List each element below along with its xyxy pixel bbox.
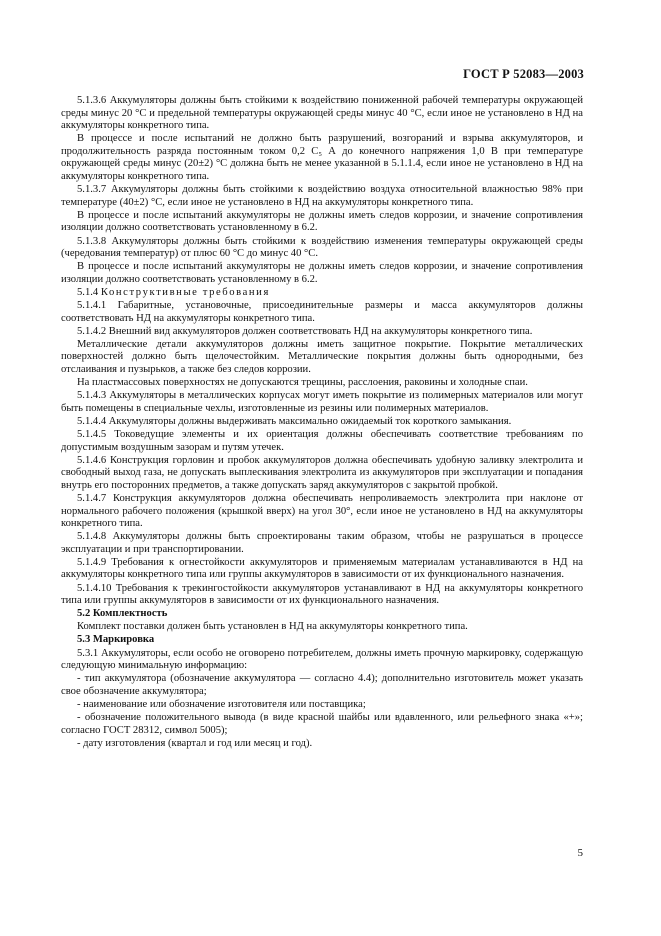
paragraph: 5.1.4.10 Требования к трекингостойкости аккумуляторов устанавливают в НД на аккумуляторы конкретного типа или группы аккумуляторов в зависимости от их функционального назначения. [61, 582, 583, 607]
list-item: - дату изготовления (квартал и год или месяц и год). [77, 737, 313, 749]
paragraph: 5.1.4.8 Аккумуляторы должны быть спроектированы таким образом, чтобы не разрушаться в процессе эксплуатации и при транспортировании. [61, 531, 583, 555]
paragraph: В процессе и после испытаний не должно быть разрушений, возгораний и взрыва аккумуляторов, и продолжительность разряда постоянным током 0,2 C₅ А до конечного напряжения 1,0 В при температуре окружающей среды минус (20±2) °С должна быть не менее указанной в 5.1.1.4, если иное не установлено в НД на аккумуляторы конкретного типа. [61, 133, 583, 183]
section-heading-5-2: 5.2 Комплектность [77, 608, 168, 620]
page-number: 5 [577, 847, 583, 859]
section-heading-5-1-4 [61, 287, 583, 300]
paragraph: Комплект поставки должен быть установлен в НД на аккумуляторы конкретного типа. [77, 621, 468, 633]
paragraph: 5.1.4.6 Конструкция горловин и пробок аккумуляторов должна обеспечивать удобную заливку электролита и свободный выход газа, не допускать выплескивания электролита из аккумуляторов при эксплуатации и попадания внутрь его посторонних предметов, а также допускать заряд аккумуляторов с закрытой пробкой. [61, 454, 583, 491]
list-item: - наименование или обозначение изготовителя или поставщика; [77, 698, 366, 710]
list-item: - тип аккумулятора (обозначение аккумулятора — согласно 4.4); дополнительно изготовитель может указать свое обозначение аккумулятора; [61, 673, 583, 697]
list-item: - обозначение положительного вывода (в виде красной шайбы или вдавленного, или рельефного знака «+»; согласно ГОСТ 28312, символ 5005); [61, 712, 583, 736]
paragraph: На пластмассовых поверхностях не допускаются трещины, расслоения, раковины и холодные спаи. [77, 377, 528, 389]
paragraph: В процессе и после испытаний аккумуляторы не должны иметь следов коррозии, и значение сопротивления изоляции должно соответствовать установленному в 6.2. [61, 209, 583, 234]
paragraph: Металлические детали аккумуляторов должны иметь защитное покрытие. Покрытие металлических поверхностей должно быть щелочестойким. Металлические покрытия должны быть однородными, без отслаивания и пузырьков, а также без следов коррозии. [61, 338, 583, 375]
section-title: Конструктивные требования [100, 286, 270, 298]
paragraph: 5.1.4.1 Габаритные, установочные, присоединительные размеры и масса аккумуляторов должны соответствовать НД на аккумуляторы конкретного типа. [61, 300, 583, 324]
paragraph: 5.1.3.8 Аккумуляторы должны быть стойкими к воздействию изменения температуры окружающей среды (чередования температур) от плюс 60 °С до минус 40 °С. [61, 235, 583, 260]
paragraph: 5.1.3.6 Аккумуляторы должны быть стойкими к воздействию пониженной рабочей температуры окружающей среды минус 20 °С и предельной температуры окружающей среды минус 40 °С, если иное не установлено в НД на аккумуляторы конкретного типа. [61, 95, 583, 132]
paragraph: 5.1.4.4 Аккумуляторы должны выдерживать максимально ожидаемый ток короткого замыкания. [77, 415, 512, 427]
paragraph: 5.1.4.5 Токоведущие элементы и их ориентация должны обеспечивать соответствие требованиям по допустимым воздушным зазорам и путям утечек. [61, 428, 583, 453]
standard-code-header: ГОСТ Р 52083—2003 [463, 67, 584, 81]
paragraph: 5.1.4.9 Требования к огнестойкости аккумуляторов и применяемым материалам устанавливаются в НД на аккумуляторы конкретного типа или группы аккумуляторов в зависимости от их функционального назначения. [61, 556, 583, 581]
section-number: 5.1.4 [77, 286, 99, 298]
paragraph: В процессе и после испытаний аккумуляторы не должны иметь следов коррозии, и значение сопротивления изоляции должно соответствовать установленному в 6.2. [61, 261, 583, 285]
paragraph: 5.3.1 Аккумуляторы, если особо не оговорено потребителем, должны иметь прочную маркировку, содержащую следующую минимальную информацию: [61, 647, 583, 672]
paragraph: 5.1.3.7 Аккумуляторы должны быть стойкими к воздействию воздуха относительной влажностью 98% при температуре (40±2) °С, если иное не установлено в НД на аккумуляторы конкретного типа. [61, 184, 583, 208]
paragraph: 5.1.4.3 Аккумуляторы в металлических корпусах могут иметь покрытие из полимерных материалов или могут быть помещены в специальные чехлы, изготовленные из резины или полимерных материалов. [61, 390, 583, 414]
paragraph: 5.1.4.7 Конструкция аккумуляторов должна обеспечивать непроливаемость электролита при наклоне от нормального рабочего положения (крышкой вверх) на угол 30°, если иное не установлено в НД на аккумуляторы конкретного типа. [61, 492, 583, 530]
section-heading-5-3: 5.3 Маркировка [77, 634, 155, 646]
document-body [61, 95, 583, 750]
paragraph: 5.1.4.2 Внешний вид аккумуляторов должен соответствовать НД на аккумуляторы конкретного типа. [77, 325, 533, 337]
